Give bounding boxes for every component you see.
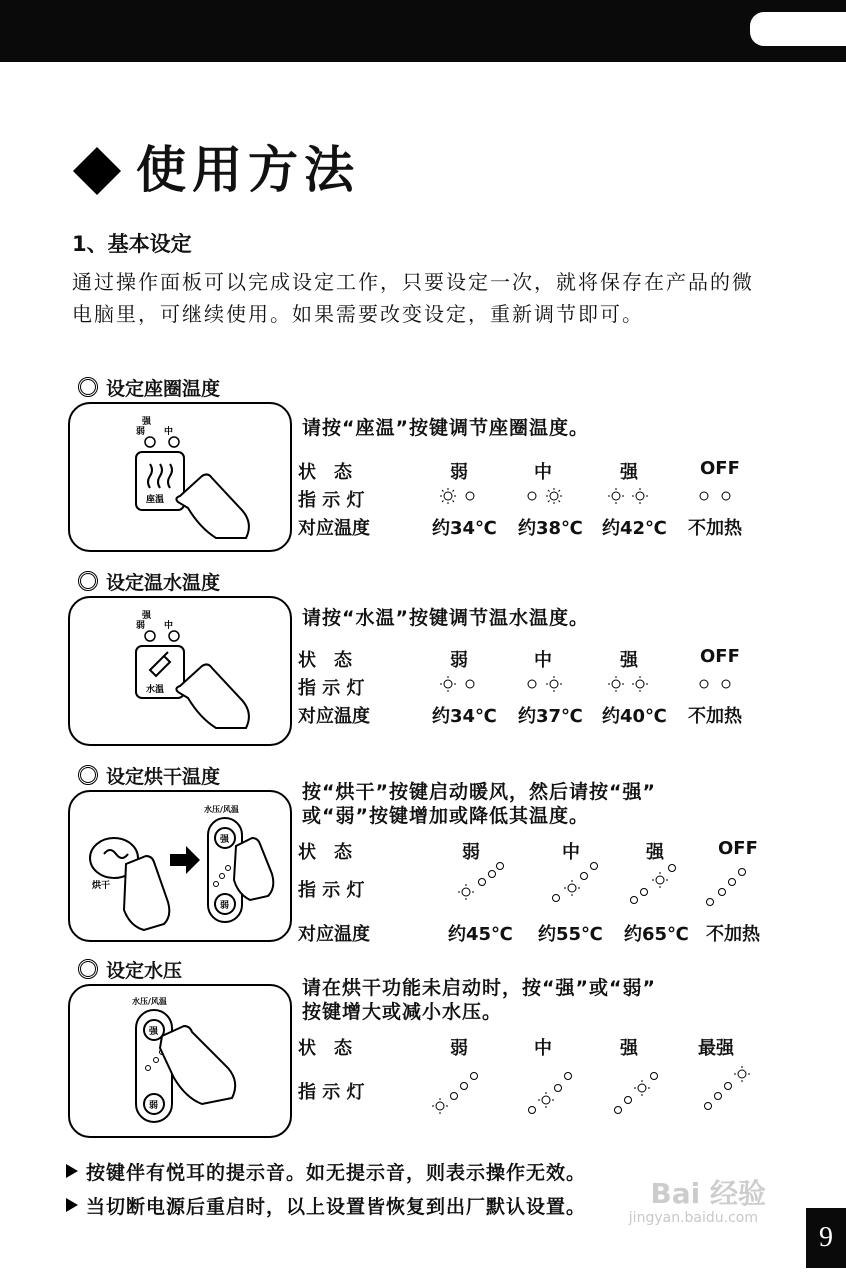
led-off-icon bbox=[669, 865, 676, 872]
status-label: 状 态 bbox=[298, 462, 352, 483]
indicator-lights-row bbox=[436, 486, 746, 506]
led-lit-icon bbox=[546, 676, 562, 692]
indicator-lights-row bbox=[428, 1062, 768, 1118]
led-lit-icon bbox=[652, 872, 668, 888]
indicator-lights-row bbox=[448, 858, 778, 912]
level-weak: 弱 bbox=[462, 842, 480, 863]
level-strong: 强 bbox=[620, 650, 638, 671]
triangle-bullet-icon bbox=[66, 1164, 78, 1178]
water-pressure-description-2: 按键增大或减小水压。 bbox=[302, 1001, 503, 1023]
led-icon bbox=[145, 631, 155, 641]
temp-weak: 约34℃ bbox=[432, 706, 497, 727]
led-off-icon bbox=[466, 680, 474, 688]
page-title-text: 使用方法 bbox=[136, 141, 360, 199]
triangle-bullet-icon bbox=[66, 1198, 78, 1212]
led-off-icon bbox=[615, 1107, 622, 1114]
led-off-icon bbox=[471, 1073, 478, 1080]
water-temp-table bbox=[298, 646, 768, 730]
temp-off: 不加热 bbox=[688, 706, 742, 727]
water-temp-button-label: 水温 bbox=[146, 685, 165, 695]
led-lit-icon bbox=[538, 1092, 554, 1108]
indicator-lights-row bbox=[436, 674, 746, 694]
circle-bullet-icon bbox=[78, 959, 98, 979]
level-weak: 弱 bbox=[450, 1038, 468, 1059]
section-heading: 1、基本设定 bbox=[72, 232, 192, 256]
weak-label: 弱 bbox=[149, 1101, 159, 1111]
led-lit-icon bbox=[440, 676, 456, 692]
panel-label-strong: 强 bbox=[142, 611, 152, 621]
led-lit-icon bbox=[546, 488, 562, 504]
temp-label: 对应温度 bbox=[298, 518, 370, 539]
led-off-icon bbox=[528, 492, 536, 500]
level-mid: 中 bbox=[534, 650, 552, 671]
led-off-icon bbox=[715, 1093, 722, 1100]
led-off-icon bbox=[479, 879, 486, 886]
water-pressure-table bbox=[298, 1034, 778, 1124]
temp-weak: 约45℃ bbox=[448, 924, 513, 945]
led-lit-icon bbox=[634, 1080, 650, 1096]
led-icon bbox=[169, 437, 179, 447]
dry-temp-description-2: 或“弱”按键增加或降低其温度。 bbox=[302, 805, 589, 827]
led-lit-icon bbox=[458, 884, 474, 900]
level-mid: 中 bbox=[562, 842, 580, 863]
led-lit-icon bbox=[440, 488, 456, 504]
temp-strong: 约40℃ bbox=[602, 706, 667, 727]
led-off-icon bbox=[631, 897, 638, 904]
led-off-icon bbox=[700, 680, 708, 688]
arrow-right-icon bbox=[170, 846, 200, 874]
led-off-icon bbox=[739, 869, 746, 876]
led-off-icon bbox=[581, 873, 588, 880]
seat-temp-heading: 设定座圈温度 bbox=[78, 374, 220, 401]
panel-title: 水压/风温 bbox=[204, 805, 239, 814]
led-lit-icon bbox=[564, 880, 580, 896]
pointing-hand-icon bbox=[234, 838, 273, 900]
led-off-icon bbox=[529, 1107, 536, 1114]
water-pressure-description-1: 请在烘干功能未启动时，按“强”或“弱” bbox=[302, 977, 656, 999]
pointing-hand-icon bbox=[124, 856, 169, 930]
led-off-icon bbox=[553, 895, 560, 902]
header-tab bbox=[750, 12, 846, 46]
led-off-icon bbox=[591, 863, 598, 870]
water-temp-heading: 设定温水温度 bbox=[78, 568, 220, 595]
level-mid: 中 bbox=[534, 462, 552, 483]
indicator-label: 指 示 灯 bbox=[298, 880, 365, 901]
led-off-icon bbox=[451, 1093, 458, 1100]
dry-temp-heading: 设定烘干温度 bbox=[78, 762, 220, 789]
panel-label-mid: 中 bbox=[164, 427, 174, 437]
level-off: OFF bbox=[700, 646, 740, 667]
indicator-label: 指 示 灯 bbox=[298, 1082, 365, 1103]
led-lit-icon bbox=[608, 676, 624, 692]
seat-temp-illustration bbox=[68, 402, 292, 552]
temp-strong: 约42℃ bbox=[602, 518, 667, 539]
panel-label-mid: 中 bbox=[164, 621, 174, 631]
water-pressure-heading: 设定水压 bbox=[78, 956, 182, 983]
status-label: 状 态 bbox=[298, 1038, 352, 1059]
led-off-icon bbox=[722, 492, 730, 500]
temp-weak: 约34℃ bbox=[432, 518, 497, 539]
circle-bullet-icon bbox=[78, 765, 98, 785]
seat-temp-button-label: 座温 bbox=[146, 495, 165, 505]
temp-mid: 约37℃ bbox=[518, 706, 583, 727]
dry-button-label: 烘干 bbox=[92, 881, 111, 891]
led-off-icon bbox=[700, 492, 708, 500]
temp-label: 对应温度 bbox=[298, 924, 370, 945]
temp-label: 对应温度 bbox=[298, 706, 370, 727]
level-strong: 强 bbox=[620, 1038, 638, 1059]
led-off-icon bbox=[651, 1073, 658, 1080]
led-lit-icon bbox=[632, 676, 648, 692]
strong-label: 强 bbox=[220, 835, 230, 845]
led-off-icon bbox=[489, 871, 496, 878]
dry-temp-description-1: 按“烘干”按键启动暖风，然后请按“强” bbox=[302, 781, 656, 803]
led-lit-icon bbox=[632, 488, 648, 504]
level-max: 最强 bbox=[698, 1038, 734, 1059]
header-bar bbox=[0, 0, 846, 62]
pointing-hand-icon bbox=[176, 474, 249, 538]
panel-label-strong: 强 bbox=[142, 417, 152, 427]
panel-title: 水压/风温 bbox=[132, 997, 167, 1006]
pointing-hand-icon bbox=[176, 664, 249, 728]
weak-label: 弱 bbox=[220, 901, 230, 911]
led-off-icon bbox=[555, 1085, 562, 1092]
panel-label-weak: 弱 bbox=[136, 427, 146, 437]
temp-mid: 约38℃ bbox=[518, 518, 583, 539]
led-icon bbox=[145, 437, 155, 447]
temp-mid: 约55℃ bbox=[538, 924, 603, 945]
led-off-icon bbox=[725, 1083, 732, 1090]
led-off-icon bbox=[722, 680, 730, 688]
water-pressure-illustration bbox=[68, 984, 292, 1138]
strong-label: 强 bbox=[149, 1027, 159, 1037]
led-off-icon bbox=[719, 889, 726, 896]
led-icon bbox=[169, 631, 179, 641]
led-lit-icon bbox=[608, 488, 624, 504]
intro-paragraph: 通过操作面板可以完成设定工作，只要设定一次，就将保存在产品的微电脑里，可继续使用。如果需要改变设定，重新调节即可。 bbox=[72, 270, 754, 326]
led-off-icon bbox=[466, 492, 474, 500]
temp-off: 不加热 bbox=[706, 924, 760, 945]
indicator-label: 指 示 灯 bbox=[298, 678, 365, 699]
temp-off: 不加热 bbox=[688, 518, 742, 539]
watermark-url: jingyan.baidu.com bbox=[628, 1210, 758, 1226]
led-off-icon bbox=[729, 879, 736, 886]
water-temp-illustration bbox=[68, 596, 292, 746]
level-strong: 强 bbox=[646, 842, 664, 863]
level-weak: 弱 bbox=[450, 462, 468, 483]
diamond-bullet-icon bbox=[73, 146, 121, 194]
temp-strong: 约65℃ bbox=[624, 924, 689, 945]
led-off-icon bbox=[707, 899, 714, 906]
circle-bullet-icon bbox=[78, 571, 98, 591]
level-off: OFF bbox=[700, 458, 740, 479]
status-label: 状 态 bbox=[298, 650, 352, 671]
circle-bullet-icon bbox=[78, 377, 98, 397]
led-off-icon bbox=[565, 1073, 572, 1080]
watermark: Bai 经验 bbox=[650, 1177, 766, 1210]
led-lit-icon bbox=[734, 1066, 750, 1082]
seat-temp-table bbox=[298, 458, 768, 542]
led-lit-icon bbox=[432, 1098, 448, 1114]
dry-temp-illustration bbox=[68, 790, 292, 942]
level-mid: 中 bbox=[534, 1038, 552, 1059]
led-off-icon bbox=[625, 1097, 632, 1104]
level-strong: 强 bbox=[620, 462, 638, 483]
panel-label-weak: 弱 bbox=[136, 621, 146, 631]
status-label: 状 态 bbox=[298, 842, 352, 863]
seat-temp-description: 请按“座温”按键调节座圈温度。 bbox=[302, 417, 589, 439]
led-off-icon bbox=[641, 889, 648, 896]
page-number: 9 bbox=[806, 1208, 846, 1268]
led-off-icon bbox=[528, 680, 536, 688]
dry-temp-table bbox=[298, 838, 778, 948]
led-off-icon bbox=[705, 1103, 712, 1110]
led-off-icon bbox=[461, 1083, 468, 1090]
water-temp-description: 请按“水温”按键调节温水温度。 bbox=[302, 607, 589, 629]
level-weak: 弱 bbox=[450, 650, 468, 671]
note-1: 按键伴有悦耳的提示音。如无提示音，则表示操作无效。 bbox=[66, 1158, 586, 1185]
led-off-icon bbox=[497, 863, 504, 870]
level-off: OFF bbox=[718, 838, 758, 859]
page-title bbox=[70, 140, 360, 200]
note-2: 当切断电源后重启时，以上设置皆恢复到出厂默认设置。 bbox=[66, 1192, 586, 1219]
indicator-label: 指 示 灯 bbox=[298, 490, 365, 511]
